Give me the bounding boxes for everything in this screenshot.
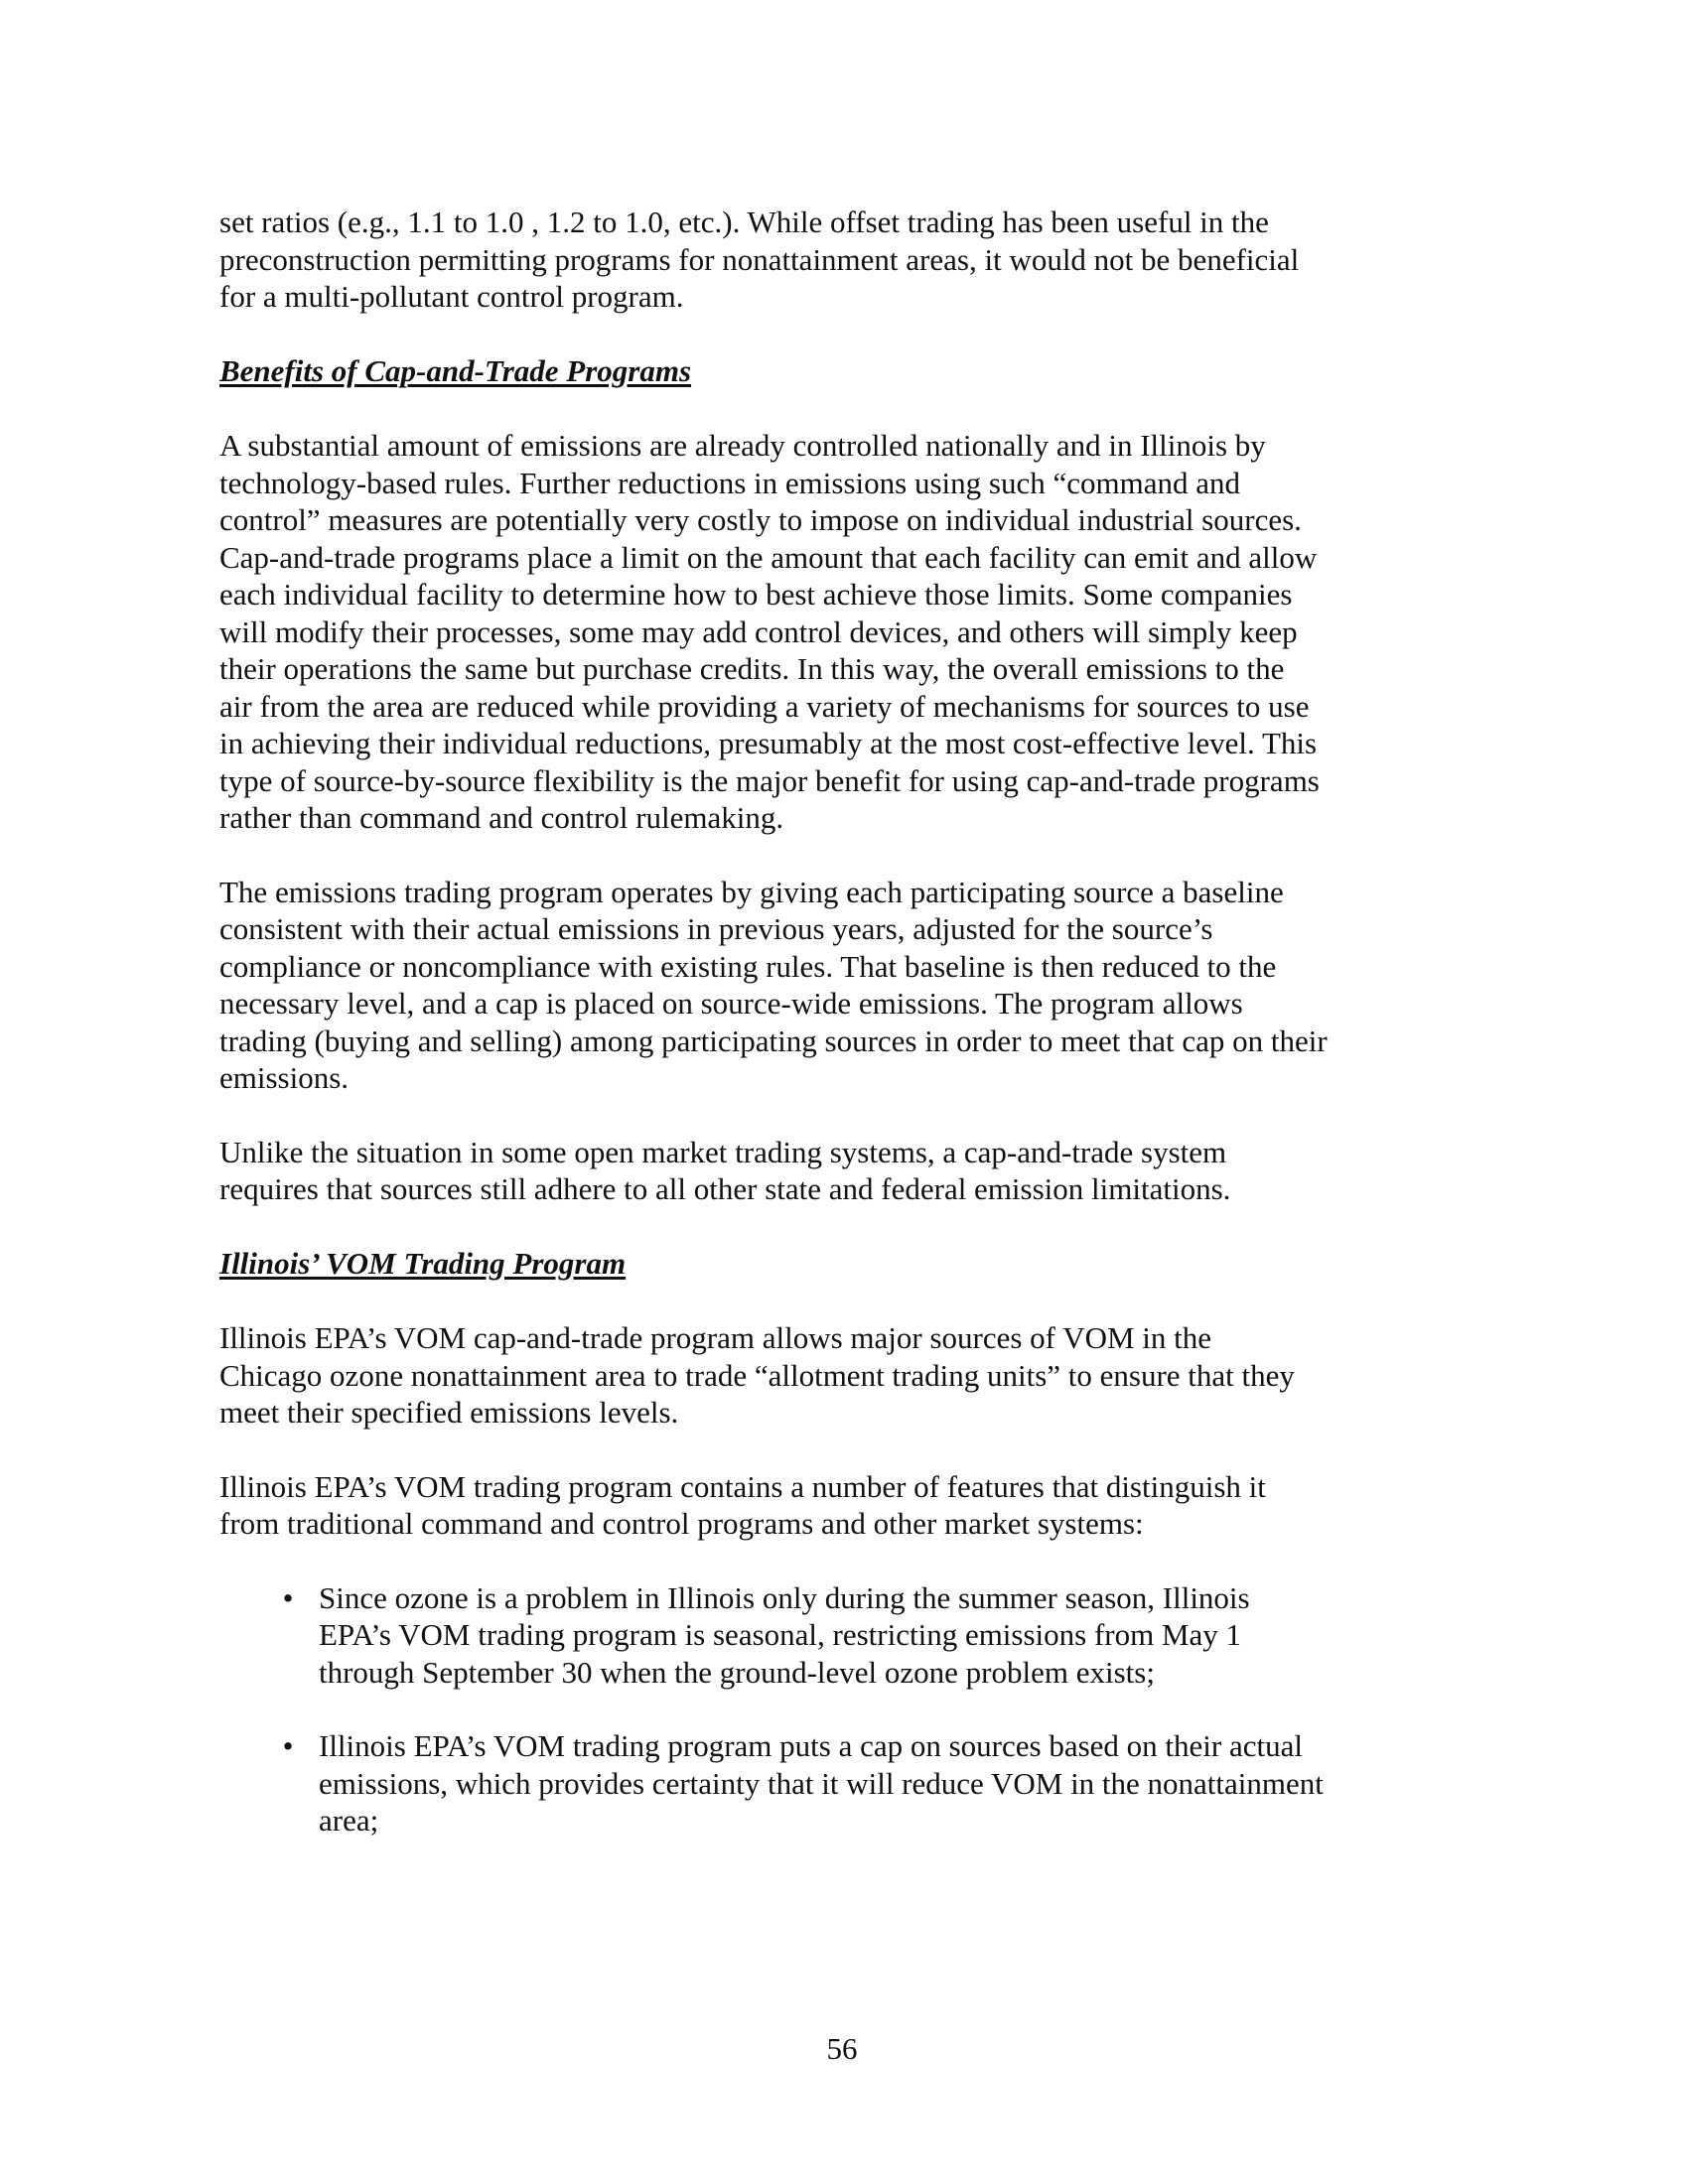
list-item	[219, 1727, 1431, 1840]
section-heading-vom-trading: Illinois’ VOM Trading Program	[219, 1245, 627, 1281]
page-body	[219, 204, 1411, 1876]
text-line: meet their specified emissions levels.	[219, 1395, 679, 1430]
text-line: from traditional command and control programs and other market systems:	[219, 1506, 1144, 1541]
text-line: requires that sources still adhere to all other state and federal emission limitations.	[219, 1171, 1231, 1206]
text-line: type of source-by-source flexibility is the major benefit for using cap-and-trade programs	[219, 762, 1320, 798]
text-line: air from the area are reduced while providing a variety of mechanisms for sources to use	[219, 688, 1310, 724]
text-line: Cap-and-trade programs place a limit on the amount that each facility can emit and allow	[219, 539, 1318, 575]
text-line: through September 30 when the ground-level ozone problem exists;	[319, 1654, 1155, 1690]
text-line: Since ozone is a problem in Illinois only during the summer season, Illinois	[319, 1579, 1250, 1615]
text-line: set ratios (e.g., 1.1 to 1.0 , 1.2 to 1.0, etc.). While offset trading has been useful in the	[219, 205, 1269, 239]
list-item	[219, 1579, 1431, 1692]
text-line: rather than command and control rulemaking.	[219, 800, 784, 835]
text-line: will modify their processes, some may add control devices, and others will simply keep	[219, 614, 1298, 649]
vom-paragraph-2	[219, 1468, 1411, 1543]
text-line: control” measures are potentially very costly to impose on individual industrial sources.	[219, 502, 1302, 537]
text-line: emissions.	[219, 1060, 350, 1095]
text-line: emissions, which provides certainty that it will reduce VOM in the nonattainment	[319, 1765, 1324, 1801]
section-heading-benefits: Benefits of Cap-and-Trade Programs	[219, 352, 692, 388]
benefits-paragraph-2	[219, 874, 1411, 1097]
text-line: Illinois EPA’s VOM trading program contains a number of features that distinguish it	[219, 1468, 1266, 1504]
page-number: 56	[826, 2031, 858, 2066]
bullet-icon: •	[282, 1579, 294, 1615]
vom-paragraph-1	[219, 1319, 1411, 1432]
text-line: Chicago ozone nonattainment area to trade “allotment trading units” to ensure that they	[219, 1357, 1295, 1393]
text-line: for a multi-pollutant control program.	[219, 279, 684, 314]
text-line: their operations the same but purchase credits. In this way, the overall emissions to the	[219, 651, 1285, 686]
text-line: necessary level, and a cap is placed on source-wide emissions. The program allows	[219, 986, 1243, 1021]
benefits-paragraph-1	[219, 427, 1411, 837]
text-line: Illinois EPA’s VOM trading program puts a cap on sources based on their actual	[319, 1728, 1303, 1763]
text-line: trading (buying and selling) among participating sources in order to meet that cap on their	[219, 1023, 1328, 1058]
text-line: Illinois EPA’s VOM cap-and-trade program allows major sources of VOM in the	[219, 1320, 1212, 1355]
text-line: compliance or noncompliance with existing rules. That baseline is then reduced to the	[219, 948, 1277, 984]
text-line: EPA’s VOM trading program is seasonal, restricting emissions from May 1	[319, 1617, 1242, 1652]
text-line: technology-based rules. Further reductions in emissions using such “command and	[219, 465, 1240, 500]
text-line: preconstruction permitting programs for nonattainment areas, it would not be beneficial	[219, 241, 1300, 277]
text-line: in achieving their individual reductions, presumably at the most cost-effective level. This	[219, 726, 1318, 760]
benefits-paragraph-3	[219, 1134, 1411, 1208]
text-line: The emissions trading program operates by giving each participating source a baseline	[219, 874, 1284, 909]
text-line: consistent with their actual emissions in previous years, adjusted for the source’s	[219, 911, 1213, 946]
text-line: A substantial amount of emissions are already controlled nationally and in Illinois by	[219, 428, 1266, 463]
text-line: each individual facility to determine how to best achieve those limits. Some companies	[219, 577, 1293, 612]
intro-paragraph	[219, 204, 1411, 316]
text-line: area;	[319, 1803, 379, 1838]
text-line: Unlike the situation in some open market trading systems, a cap-and-trade system	[219, 1134, 1227, 1169]
bullet-icon: •	[282, 1728, 294, 1763]
feature-bullet-list	[219, 1579, 1411, 1840]
